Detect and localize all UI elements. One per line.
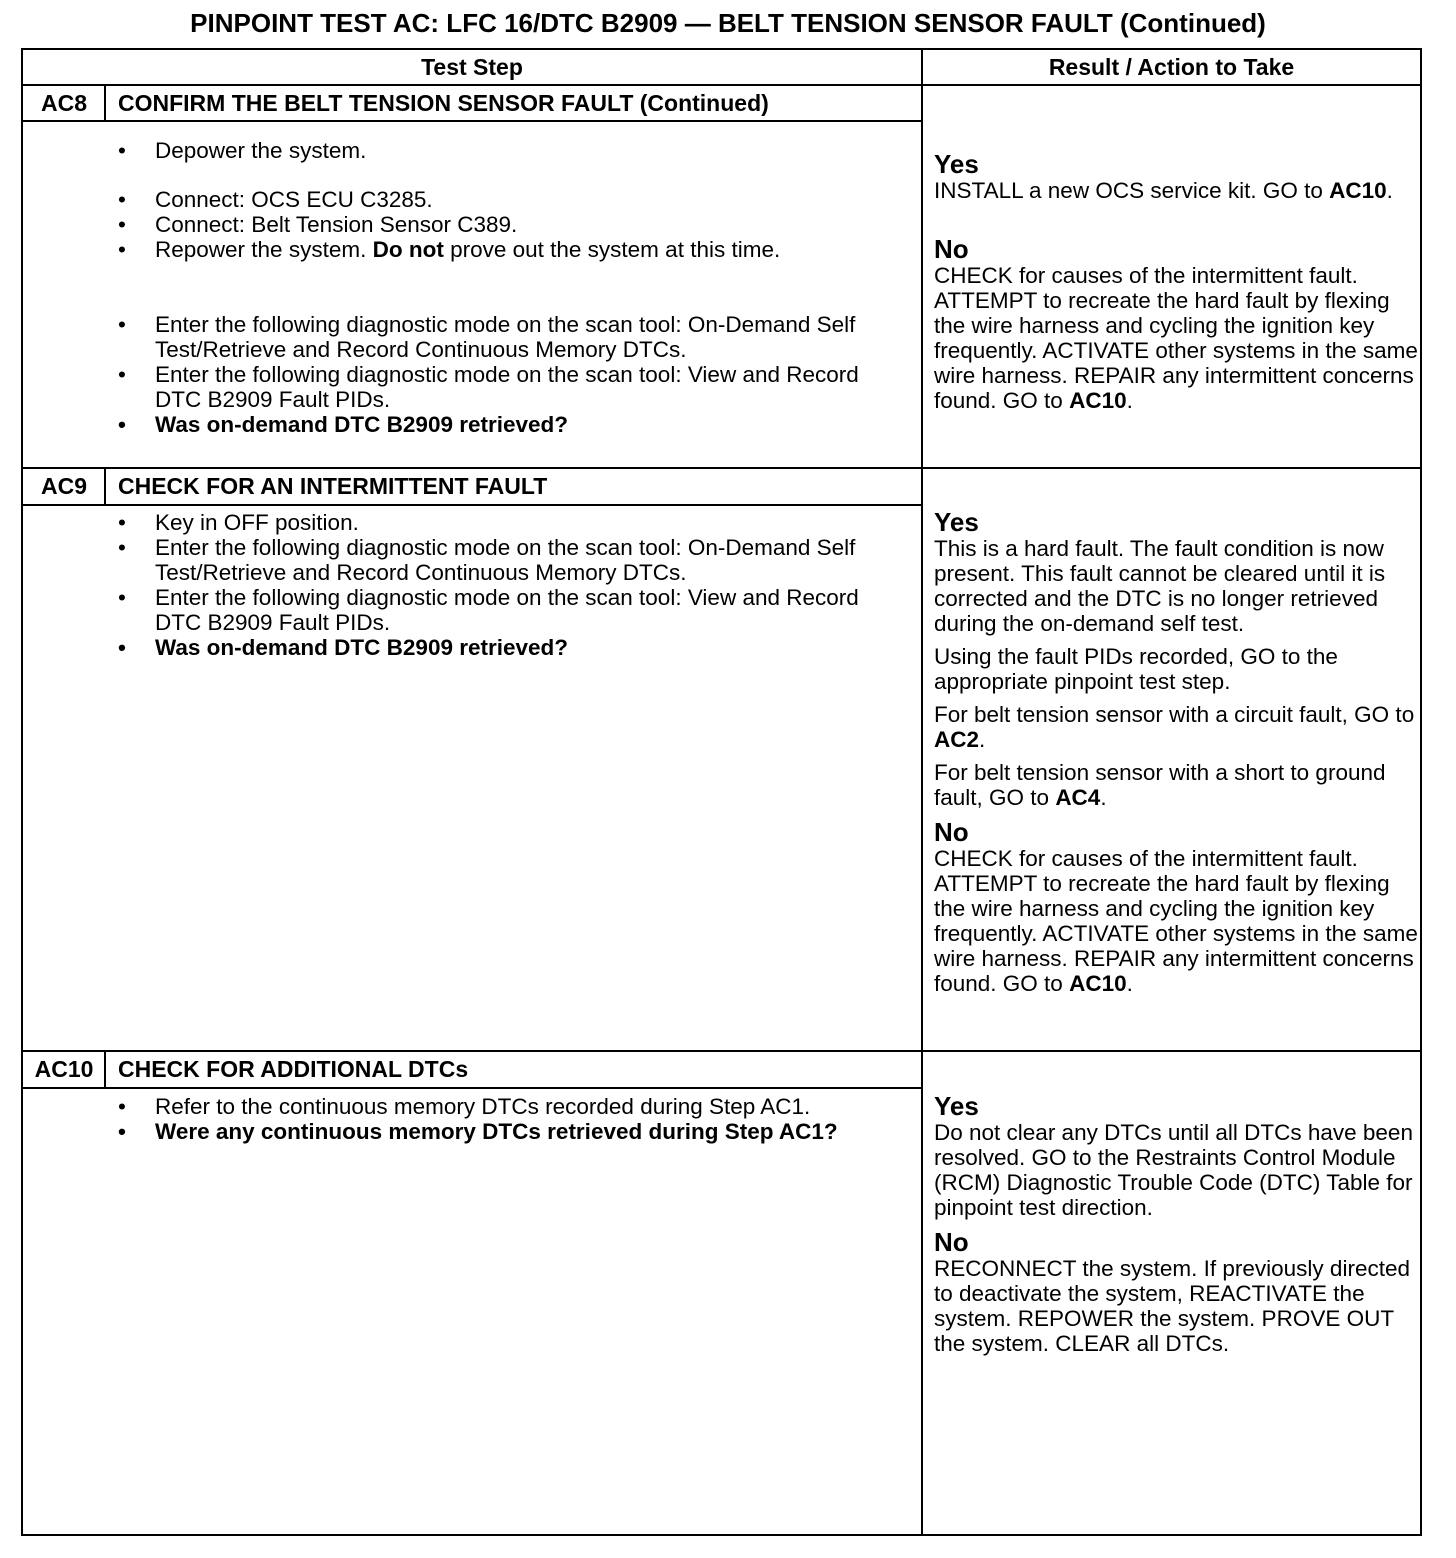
ac9-step-id: AC9 — [40, 473, 87, 499]
ac9-yes-p2: Using the fault PIDs recorded, GO to the appropriate pinpoint test step. — [934, 644, 1338, 694]
ac9-yes-p1: This is a hard fault. The fault condition is now present. This fault cannot be cleared until it is corrected and the DTC is no longer retrieved during the on-demand self test. — [934, 536, 1386, 636]
ac8-no-label: No — [934, 234, 969, 264]
ac9-no-body: CHECK for causes of the intermittent fault. ATTEMPT to recreate the hard fault by flexing the wire harness and cycling the ignition key frequently. ACTIVATE other systems in the same wire harness. REPAIR any intermittent concerns found. GO to — [934, 846, 1418, 996]
ac8-step-title: CONFIRM THE BELT TENSION SENSOR FAULT (Continued) — [118, 90, 769, 116]
ac9-item-1: • Key in OFF position. — [118, 510, 888, 535]
ac9-title-divider — [21, 504, 922, 506]
ac9-yes-p3-body: For belt tension sensor with a circuit fault, GO to — [934, 702, 1415, 727]
ac8-no-end: . — [1126, 388, 1133, 413]
ac8-yes-label: Yes — [934, 149, 979, 179]
ac8-item-7: • Was on-demand DTC B2909 retrieved? — [118, 412, 888, 437]
ac9-yes-label: Yes — [934, 507, 979, 537]
ac9-instructions — [118, 510, 888, 660]
ac9-no-end: . — [1126, 971, 1133, 996]
ac8-yes-end: . — [1386, 178, 1393, 203]
ac8-title-divider — [21, 120, 922, 122]
column-divider — [921, 48, 923, 1536]
ac9-no-link: AC10 — [1069, 971, 1127, 996]
ac9-yes-p3-link: AC2 — [934, 727, 980, 752]
ac10-yes-text: Do not clear any DTCs until all DTCs have been resolved. GO to the Restraints Control Module (RCM) Diagnostic Trouble Code (DTC) Table for pinpoint test direction. — [934, 1120, 1413, 1220]
header-test-step: Test Step — [421, 54, 523, 80]
ac9-yes-p4-link: AC4 — [1055, 785, 1101, 810]
ac8-instructions — [118, 138, 888, 437]
ac8-no-body: CHECK for causes of the intermittent fault. ATTEMPT to recreate the hard fault by flexing the wire harness and cycling the ignition key frequently. ACTIVATE other systems in the same wire harness. REPAIR any intermittent concerns found. GO to — [934, 263, 1418, 413]
ac10-instructions — [118, 1094, 853, 1144]
ac8-no-text — [934, 263, 1420, 413]
ac8-step-id: AC8 — [40, 90, 87, 116]
ac10-item-1: • Refer to the continuous memory DTCs recorded during Step AC1. — [118, 1094, 853, 1119]
ac8-item-6: • Enter the following diagnostic mode on the scan tool: View and Record DTC B2909 Fault PIDs. — [118, 362, 888, 412]
ac9-yes-p4-end: . — [1100, 785, 1107, 810]
ac10-step-title: CHECK FOR ADDITIONAL DTCs — [118, 1056, 469, 1082]
ac9-item-2: • Enter the following diagnostic mode on the scan tool: On-Demand Self Test/Retrieve and Record Continuous Memory DTCs. — [118, 535, 888, 585]
ac8-item-3: • Connect: Belt Tension Sensor C389. — [118, 212, 888, 237]
header-result: Result / Action to Take — [1048, 54, 1295, 80]
ac10-no-text: RECONNECT the system. If previously directed to deactivate the system, REACTIVATE the system. REPOWER the system. PROVE OUT the system. CLEAR all DTCs. — [934, 1256, 1410, 1356]
ac9-yes-p3-end: . — [979, 727, 986, 752]
ac8-item-2: • Connect: OCS ECU C3285. — [118, 187, 888, 212]
ac10-result — [934, 1092, 1420, 1356]
ac9-item-3: • Enter the following diagnostic mode on the scan tool: View and Record DTC B2909 Fault PIDs. — [118, 585, 888, 635]
ac8-item-1: • Depower the system. — [118, 138, 888, 163]
ac8-yes-text — [934, 178, 1420, 203]
ac8-item-4 — [118, 237, 888, 262]
ac9-yes-p4-body: For belt tension sensor with a short to ground fault, GO to — [934, 760, 1386, 810]
page-title: PINPOINT TEST AC: LFC 16/DTC B2909 — BELT TENSION SENSOR FAULT (Continued) — [190, 8, 1266, 38]
ac8-item-4-c: prove out the system at this time. — [443, 237, 781, 262]
ac10-item-2: • Were any continuous memory DTCs retrieved during Step AC1? — [118, 1119, 853, 1144]
ac10-step-id: AC10 — [34, 1056, 94, 1082]
ac9-no-label: No — [934, 817, 969, 847]
ac8-item-4-b: Do not — [372, 237, 444, 262]
ac8-no-link: AC10 — [1069, 388, 1127, 413]
ac10-yes-label: Yes — [934, 1091, 979, 1121]
ac10-title-divider — [21, 1087, 922, 1089]
ac8-yes-body: INSTALL a new OCS service kit. GO to — [934, 178, 1330, 203]
ac9-result — [934, 508, 1420, 996]
ac9-yes-p4 — [934, 760, 1420, 810]
ac9-item-4: • Was on-demand DTC B2909 retrieved? — [118, 635, 888, 660]
ac8-item-5: • Enter the following diagnostic mode on the scan tool: On-Demand Self Test/Retrieve and Record Continuous Memory DTCs. — [118, 312, 888, 362]
ac9-no-text — [934, 846, 1420, 996]
ac9-yes-p3 — [934, 702, 1420, 752]
ac8-result — [934, 150, 1420, 413]
ac9-step-title: CHECK FOR AN INTERMITTENT FAULT — [118, 473, 548, 499]
ac10-no-label: No — [934, 1227, 969, 1257]
ac8-yes-link: AC10 — [1329, 178, 1387, 203]
ac8-item-4-a: Repower the system. — [155, 237, 373, 262]
